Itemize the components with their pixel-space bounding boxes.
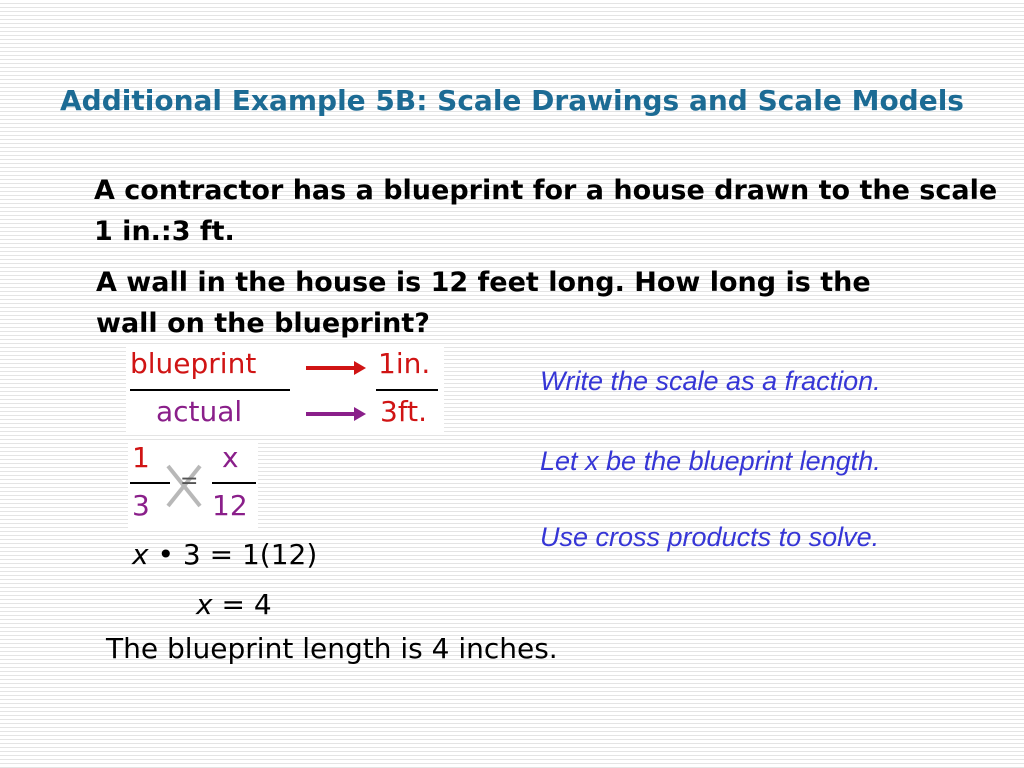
proportion-numerator-right: x <box>222 441 239 474</box>
proportion-denominator-right: 12 <box>212 489 248 522</box>
equation-solution <box>196 588 272 621</box>
fraction-bar <box>130 389 290 391</box>
purple-arrow-icon <box>306 407 366 421</box>
note-let-x: Let x be the blueprint length. <box>540 446 881 476</box>
note-cross-products: Use cross products to solve. <box>540 522 880 552</box>
scale-fraction-box <box>126 346 444 432</box>
equation-cross-products <box>132 538 317 571</box>
proportion-denominator-left: 3 <box>132 489 150 522</box>
proportion-box <box>128 440 258 528</box>
fraction-label-blueprint: blueprint <box>130 347 257 380</box>
equation-rest: • 3 = 1(12) <box>148 538 318 571</box>
equals-sign: = <box>180 469 199 494</box>
variable-x: x <box>196 588 213 621</box>
red-arrow-icon <box>306 361 366 375</box>
proportion-numerator-left: 1 <box>132 441 150 474</box>
slide-title: Additional Example 5B: Scale Drawings and Scale Models <box>60 84 964 117</box>
equation-rest: = 4 <box>212 588 272 621</box>
note-write-scale: Write the scale as a fraction. <box>540 366 881 396</box>
question-text: A wall in the house is 12 feet long. How long is the wall on the blueprint? <box>96 267 871 339</box>
conclusion-text: The blueprint length is 4 inches. <box>106 632 558 665</box>
problem-statement: A contractor has a blueprint for a house drawn to the scale 1 in.:3 ft. <box>94 175 998 247</box>
arrow-icons <box>304 356 368 428</box>
fraction-label-actual: actual <box>156 395 243 428</box>
fraction-bar <box>376 389 438 391</box>
fraction-value-1in: 1in. <box>378 347 431 380</box>
fraction-value-3ft: 3ft. <box>380 395 428 428</box>
variable-x: x <box>132 538 149 571</box>
fraction-bar <box>212 482 256 484</box>
